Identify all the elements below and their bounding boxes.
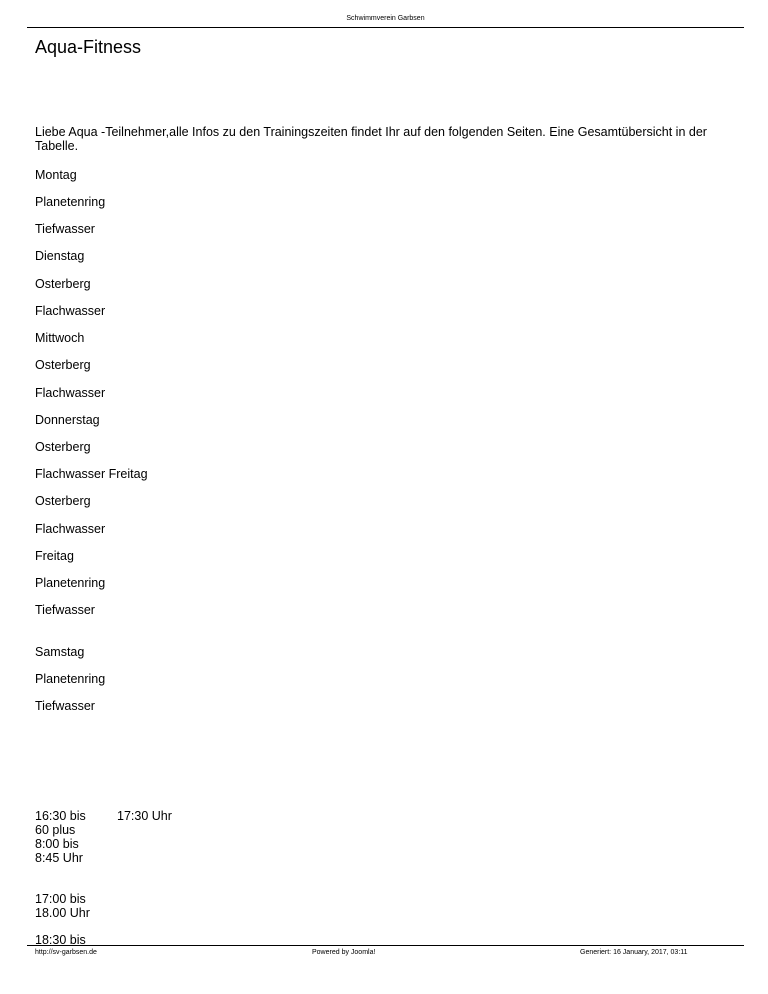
schedule-day: Samstag <box>35 645 85 659</box>
schedule-pool: Flachwasser Freitag <box>35 467 148 481</box>
footer-powered: Powered by Joomla! <box>312 949 376 956</box>
schedule-pool: Flachwasser <box>35 522 106 536</box>
time-entry: 8:00 bis <box>35 837 79 851</box>
time-entry: 60 plus <box>35 823 76 837</box>
time-entry: 18.00 Uhr <box>35 906 90 920</box>
site-header: Schwimmverein Garbsen <box>346 15 425 22</box>
time-entry: 17:00 bis <box>35 892 86 906</box>
footer-url-link[interactable]: http://sv-garbsen.de <box>35 949 97 956</box>
schedule-location: Osterberg <box>35 277 91 291</box>
schedule-pool: Tiefwasser <box>35 603 95 617</box>
schedule-pool: Tiefwasser <box>35 222 95 236</box>
schedule-day: Dienstag <box>35 249 85 263</box>
schedule-location: Osterberg <box>35 440 91 454</box>
header-divider <box>27 27 744 28</box>
schedule-location: Osterberg <box>35 358 91 372</box>
schedule-day: Donnerstag <box>35 413 100 427</box>
schedule-day: Mittwoch <box>35 331 85 345</box>
schedule-day: Freitag <box>35 549 74 563</box>
footer-divider <box>27 945 744 946</box>
schedule-pool: Flachwasser <box>35 304 106 318</box>
schedule-pool: Tiefwasser <box>35 699 95 713</box>
time-entry: 8:45 Uhr <box>35 851 83 865</box>
time-entry: 16:30 bis <box>35 809 86 823</box>
schedule-location: Planetenring <box>35 576 106 590</box>
footer-generated: Generiert: 16 January, 2017, 03:11 <box>580 949 688 956</box>
intro-text: Liebe Aqua -Teilnehmer,alle Infos zu den Trainingszeiten findet Ihr auf den folgenden Seiten. Eine Gesamtübersicht in der Tabelle. <box>35 125 707 153</box>
schedule-location: Planetenring <box>35 195 106 209</box>
schedule-location: Osterberg <box>35 494 91 508</box>
schedule-day: Montag <box>35 168 77 182</box>
time-end: 17:30 Uhr <box>117 809 172 823</box>
time-entry: 18:30 bis <box>35 933 86 947</box>
schedule-location: Planetenring <box>35 672 106 686</box>
page-title: Aqua-Fitness <box>35 37 142 57</box>
schedule-pool: Flachwasser <box>35 386 106 400</box>
